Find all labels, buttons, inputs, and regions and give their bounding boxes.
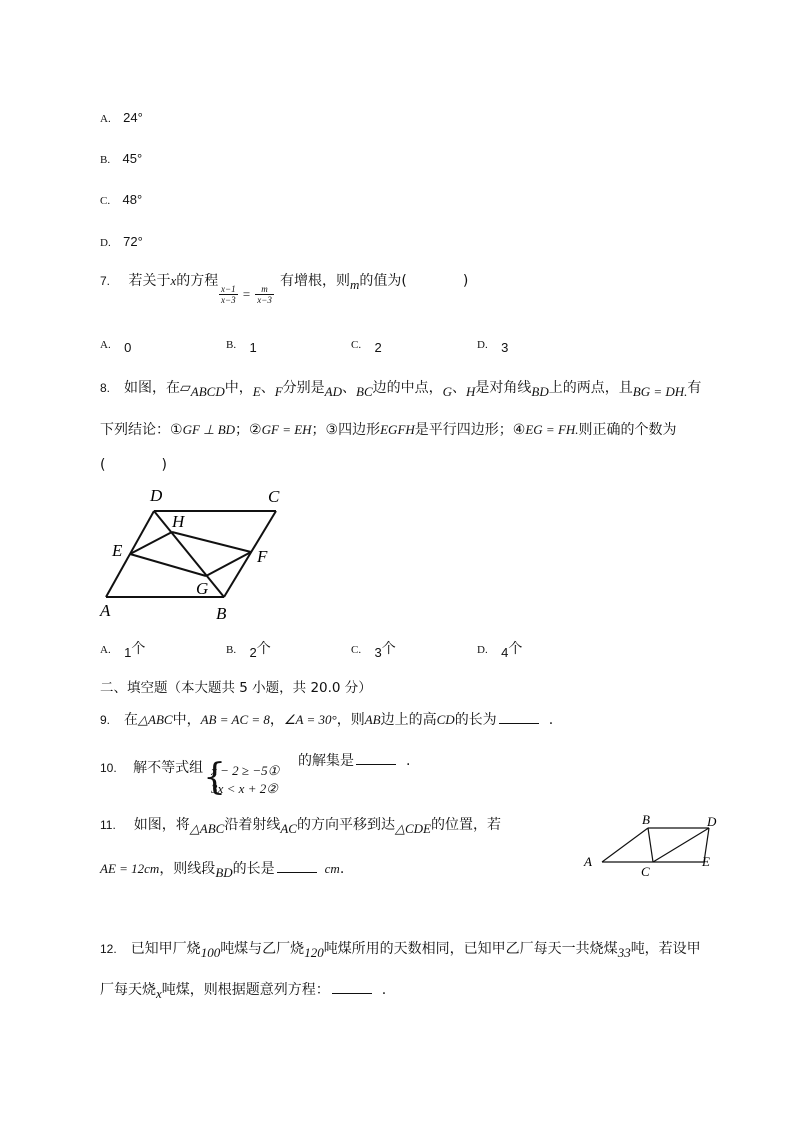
option-label: C. bbox=[351, 339, 362, 351]
text-run: 是平行四边形；④ bbox=[414, 422, 526, 438]
text-run: 的长为 bbox=[454, 712, 497, 728]
math-var: x bbox=[156, 986, 162, 1001]
numerator: m bbox=[255, 284, 274, 295]
text-run: 吨，若设甲 bbox=[630, 941, 701, 957]
q12-text: 厂每天烧 bbox=[100, 982, 156, 998]
text-run: 、 bbox=[342, 380, 356, 396]
answer-blank[interactable] bbox=[499, 711, 539, 724]
q11-translation-figure bbox=[578, 808, 728, 880]
text-run: ，则 bbox=[336, 712, 365, 728]
equals-sign: = bbox=[242, 286, 251, 302]
point-label-d: D bbox=[150, 486, 163, 505]
math-expr: ∠A = 30° bbox=[283, 712, 337, 727]
fraction bbox=[219, 284, 238, 305]
side-bc bbox=[224, 511, 276, 597]
point-label-e: E bbox=[112, 541, 123, 560]
question-number: 12. bbox=[100, 942, 117, 956]
answer-blank[interactable] bbox=[356, 752, 396, 765]
option-value: 0 bbox=[124, 340, 132, 355]
segment-bc bbox=[648, 828, 653, 862]
segment-cd bbox=[653, 828, 709, 862]
denominator: x−3 bbox=[257, 295, 272, 305]
text-run: 沿着射线 bbox=[224, 817, 281, 833]
point-label-h: H bbox=[172, 512, 185, 531]
q7-text: 的方程 bbox=[176, 273, 219, 289]
text-run: 的位置，若 bbox=[430, 817, 501, 833]
q6-option-b bbox=[100, 151, 142, 167]
end-period: . bbox=[339, 861, 345, 877]
text-run: ；② bbox=[235, 422, 262, 438]
math-expr: AE = 12cm bbox=[100, 861, 160, 876]
section-title: 二、填空题（本大题共 5 小题，共 20.0 分） bbox=[100, 680, 372, 696]
text-run: 如图，在▱ bbox=[124, 380, 191, 396]
math-expr: 120 bbox=[304, 945, 324, 960]
question-number: 11. bbox=[100, 818, 116, 832]
q8-option-c bbox=[351, 638, 396, 658]
text-run: 边上的高 bbox=[380, 712, 437, 728]
point-label-b: B bbox=[642, 812, 650, 827]
math-expr: CD bbox=[436, 712, 455, 727]
math-expr: △ABC bbox=[189, 821, 225, 836]
end-period: . bbox=[406, 753, 411, 769]
q8-option-a bbox=[100, 638, 145, 658]
q8-line1-text bbox=[124, 380, 702, 399]
option-value: 48° bbox=[122, 192, 143, 207]
q7-text-tail bbox=[280, 270, 468, 290]
option-label: B. bbox=[226, 644, 237, 656]
math-expr: GF = EH bbox=[261, 422, 312, 437]
unit: cm bbox=[324, 861, 340, 876]
math-expr: G bbox=[442, 384, 453, 399]
question-8-paren bbox=[100, 457, 167, 473]
text-run: 边的中点， bbox=[372, 380, 443, 396]
text-run: 吨煤与乙厂烧 bbox=[220, 941, 305, 957]
point-label-c: C bbox=[641, 864, 650, 879]
q7-text: 的值为( bbox=[359, 273, 407, 289]
math-expr: △ABC bbox=[138, 712, 173, 727]
option-label: A. bbox=[100, 113, 111, 125]
point-label-c: C bbox=[268, 487, 280, 506]
math-expr: 100 bbox=[200, 945, 221, 960]
option-value: 45° bbox=[122, 151, 143, 166]
q6-option-c bbox=[100, 192, 142, 208]
question-11-line1 bbox=[100, 814, 501, 834]
q11-text: 的长是 bbox=[232, 861, 275, 877]
segment-ge bbox=[130, 554, 206, 576]
math-expr: GF ⊥ BD bbox=[182, 422, 236, 437]
question-12-line2 bbox=[100, 979, 386, 999]
math-expr: BD bbox=[531, 384, 549, 399]
answer-blank[interactable] bbox=[277, 860, 317, 873]
point-label-a: A bbox=[584, 854, 592, 869]
option-unit: 个 bbox=[131, 641, 146, 657]
math-var: m bbox=[350, 277, 360, 292]
segment-ab bbox=[602, 828, 648, 862]
q8-parallelogram-figure bbox=[96, 484, 296, 624]
q10-text: 的解集是 bbox=[298, 753, 354, 769]
point-label-a: A bbox=[100, 601, 111, 620]
point-label-f: F bbox=[257, 547, 268, 566]
option-label: D. bbox=[100, 237, 111, 249]
end-period: . bbox=[548, 712, 554, 728]
diagonal-bd bbox=[154, 511, 224, 597]
question-number: 7. bbox=[100, 274, 111, 288]
option-unit: 个 bbox=[256, 641, 271, 657]
text-run: 则正确的个数为 bbox=[578, 422, 677, 438]
open-paren: ( bbox=[100, 457, 106, 473]
inequality-row: x − 2 ≥ −5① bbox=[211, 763, 280, 778]
q10-text: 解不等式组 bbox=[133, 760, 204, 776]
option-label: D. bbox=[477, 644, 488, 656]
point-label-b: B bbox=[216, 604, 227, 623]
option-value: 1 bbox=[124, 645, 132, 660]
math-expr: EG = FH. bbox=[525, 422, 579, 437]
q11-line1-text bbox=[133, 817, 501, 836]
math-expr: H bbox=[466, 384, 476, 399]
q8-option-b bbox=[226, 638, 271, 658]
option-label: D. bbox=[477, 339, 488, 351]
text-run: 上的两点，且 bbox=[548, 380, 633, 396]
option-unit: 个 bbox=[508, 641, 523, 657]
answer-blank[interactable] bbox=[332, 981, 372, 994]
point-label-g: G bbox=[196, 579, 209, 598]
option-value: 1 bbox=[249, 340, 257, 355]
math-expr: F bbox=[274, 384, 283, 399]
inequality-row: 3x < x + 2② bbox=[211, 781, 278, 796]
text-run: 中， bbox=[224, 380, 253, 396]
math-expr: AC bbox=[280, 821, 297, 836]
math-expr: EGFH bbox=[380, 422, 415, 437]
q7-text: 有增根，则 bbox=[280, 273, 350, 289]
text-run: 、 bbox=[260, 380, 275, 396]
q7-option-b bbox=[226, 336, 257, 355]
q9-text bbox=[124, 712, 497, 728]
q12-line1-text bbox=[130, 941, 701, 960]
math-expr: ABCD bbox=[190, 384, 225, 399]
option-value: 2 bbox=[249, 645, 257, 660]
text-run: 是对角线 bbox=[475, 380, 532, 396]
q7-option-d bbox=[477, 336, 509, 355]
math-var: x bbox=[170, 273, 177, 288]
option-value: 2 bbox=[374, 340, 382, 355]
question-11-line2 bbox=[100, 858, 344, 878]
question-10-tail bbox=[298, 750, 410, 770]
q12-text: 吨煤，则根据题意列方程： bbox=[161, 982, 330, 998]
numerator: x−1 bbox=[221, 284, 236, 294]
text-run: 、 bbox=[452, 380, 467, 396]
option-label: A. bbox=[100, 339, 111, 351]
denominator: x−3 bbox=[221, 295, 236, 305]
math-expr: AB = AC = 8 bbox=[200, 712, 270, 727]
text-run: 在 bbox=[124, 712, 139, 728]
text-run: ；③四边形 bbox=[311, 422, 381, 438]
option-value: 24° bbox=[123, 110, 143, 125]
question-9 bbox=[100, 709, 553, 729]
question-number: 8. bbox=[100, 381, 111, 395]
text-run: 如图，将 bbox=[133, 817, 190, 833]
q6-option-d bbox=[100, 234, 143, 250]
option-label: B. bbox=[226, 339, 237, 351]
q8-option-d bbox=[477, 638, 522, 658]
text-run: 分别是 bbox=[282, 380, 325, 396]
q7-text: 若关于 bbox=[128, 273, 171, 289]
close-paren: ) bbox=[161, 457, 167, 473]
math-expr: AB bbox=[364, 712, 381, 727]
option-unit: 个 bbox=[381, 641, 396, 657]
math-expr: BG = DH. bbox=[632, 384, 688, 399]
option-label: A. bbox=[100, 644, 111, 656]
text-run: 吨煤所用的天数相同，已知甲乙厂每天一共烧煤 bbox=[323, 941, 618, 957]
text-run: ， bbox=[269, 712, 284, 728]
question-8-line1 bbox=[100, 377, 701, 397]
text-run: 的方向平移到达 bbox=[296, 817, 395, 833]
inequality-system bbox=[203, 757, 280, 798]
text-run: 有 bbox=[687, 380, 702, 396]
q6-option-a bbox=[100, 110, 143, 126]
q11-text: ，则线段 bbox=[159, 861, 216, 877]
q7-option-c bbox=[351, 336, 382, 355]
question-number: 10. bbox=[100, 761, 117, 775]
math-expr: BC bbox=[356, 384, 373, 399]
option-label: C. bbox=[100, 195, 111, 207]
text-run: 中， bbox=[172, 712, 201, 728]
q7-option-a bbox=[100, 336, 132, 355]
left-brace: { bbox=[203, 757, 227, 798]
fraction bbox=[255, 284, 274, 305]
question-8-line2 bbox=[100, 419, 677, 439]
math-expr: AD bbox=[324, 384, 342, 399]
question-12-line1 bbox=[100, 938, 701, 958]
option-value: 4 bbox=[501, 645, 509, 660]
option-label: B. bbox=[100, 154, 111, 166]
text-run: 已知甲厂烧 bbox=[130, 941, 201, 957]
math-var: BD bbox=[215, 865, 233, 880]
math-expr: 33 bbox=[617, 945, 631, 960]
option-value: 72° bbox=[123, 234, 143, 249]
question-7 bbox=[100, 270, 218, 290]
q7-equation bbox=[219, 284, 274, 305]
question-number: 9. bbox=[100, 713, 111, 727]
option-value: 3 bbox=[501, 340, 509, 355]
point-label-e: E bbox=[702, 854, 710, 869]
text-run: 下列结论：① bbox=[100, 422, 183, 438]
math-expr: E bbox=[252, 384, 261, 399]
option-value: 3 bbox=[374, 645, 382, 660]
end-period: . bbox=[381, 982, 387, 998]
close-paren: ) bbox=[462, 273, 469, 289]
question-10 bbox=[100, 750, 280, 798]
math-expr: △CDE bbox=[394, 821, 431, 836]
point-label-d: D bbox=[707, 814, 717, 829]
option-label: C. bbox=[351, 644, 362, 656]
